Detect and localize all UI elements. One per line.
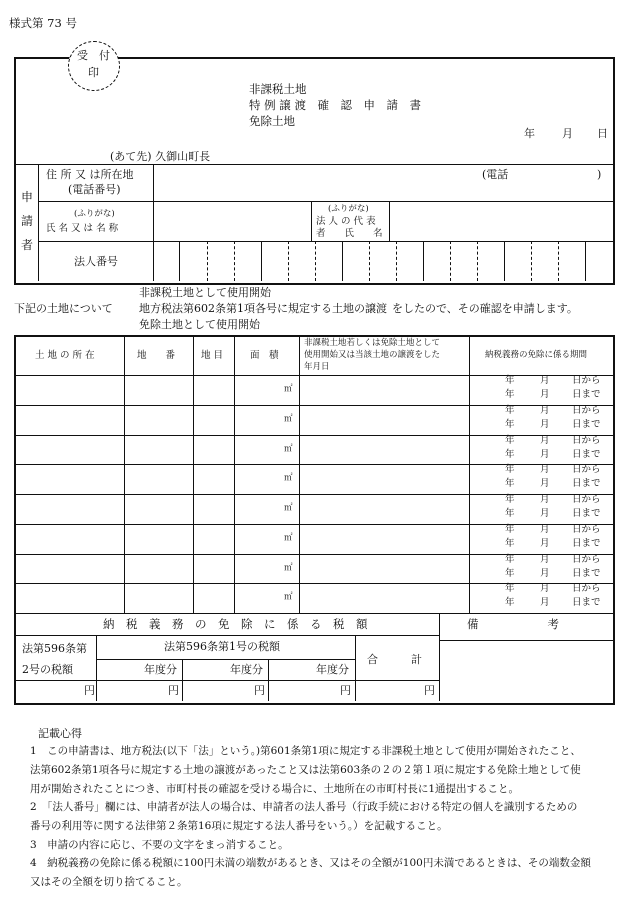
table-row[interactable] xyxy=(16,494,611,524)
area-unit: ㎡ xyxy=(284,473,293,484)
phone-close: ) xyxy=(597,168,602,181)
period-to-day: 日まで xyxy=(572,418,601,430)
applicant-label-2: 請 xyxy=(21,214,34,228)
header-location: 土 地 の 所 在 xyxy=(35,350,95,361)
note-line: 1 この申請書は、地方税法(以下「法」という。)第601条第1項に規定する非課税土地として使用が開始されたこと、 xyxy=(30,745,581,757)
rep-label-1: 法 人 の 代 表 xyxy=(316,216,376,227)
period-from-day: 日から xyxy=(572,404,601,416)
note-line: 番号の利用等に関する法律第２条第16項に規定する法人番号をいう。）を記載すること。 xyxy=(30,820,448,832)
period-to-month: 月 xyxy=(540,448,550,460)
note-line: 3 申請の内容に応じ、不要の文字をまっ消すること。 xyxy=(30,839,289,851)
area-unit: ㎡ xyxy=(284,503,293,513)
total-label: 合 計 xyxy=(367,653,422,666)
representative-field[interactable] xyxy=(391,203,611,240)
header-period: 納税義務の免除に係る期間 xyxy=(485,350,588,360)
address-field[interactable] xyxy=(155,166,611,200)
period-to-month: 月 xyxy=(540,478,550,490)
note-line: 法第602条第1項各号に規定する土地の譲渡があったこと又は法第603条の２の２第１項に規定する免除土地として使 xyxy=(30,764,581,776)
page-title: 特 例 譲 渡 確 認 申 請 書 xyxy=(249,98,421,112)
table-row[interactable] xyxy=(16,405,611,435)
period-from-month: 月 xyxy=(540,375,550,386)
period-to-month: 月 xyxy=(540,508,550,519)
notes-title: 記載心得 xyxy=(38,727,82,740)
period-from-month: 月 xyxy=(540,583,550,595)
art596-2-label-2: 2号の税額 xyxy=(22,663,73,676)
note-line: 4 納税義務の免除に係る税額に100円未満の端数があるとき、又はその全額が100円未満であるときは、その端数金額 xyxy=(30,857,591,869)
period-to-day: 日まで xyxy=(572,537,601,549)
statement-option-1: 非課税土地として使用開始 xyxy=(139,286,271,299)
reception-stamp xyxy=(68,41,120,91)
statement-suffix: をしたので、その確認を申請します。 xyxy=(392,302,578,315)
rep-label-2: 者 氏 名 xyxy=(316,228,383,239)
period-to-month: 月 xyxy=(540,597,550,609)
area-unit: ㎡ xyxy=(284,592,293,603)
date-month-label: 月 xyxy=(562,127,573,140)
tax-header: 納 税 義 務 の 免 除 に 係 る 税 額 xyxy=(103,617,368,631)
header-lot: 地 番 xyxy=(137,350,176,361)
stamp-text-1: 受 付 xyxy=(77,49,110,62)
date-year-label: 年 xyxy=(524,127,535,140)
period-from-year: 年 xyxy=(505,434,515,446)
period-from-month: 月 xyxy=(540,404,550,416)
form-number: 様式第 73 号 xyxy=(9,16,77,30)
header-date-3: 年月日 xyxy=(304,362,330,372)
name-furigana-label: (ふりがな) xyxy=(74,209,115,219)
addressee: (あて先) 久御山町長 xyxy=(110,150,211,163)
period-to-day: 日まで xyxy=(572,389,601,400)
period-to-day: 日まで xyxy=(572,597,601,609)
period-from-year: 年 xyxy=(505,523,515,535)
period-from-day: 日から xyxy=(572,553,601,565)
statement-option-3: 免除土地として使用開始 xyxy=(139,318,260,331)
area-unit: ㎡ xyxy=(284,384,293,394)
period-from-month: 月 xyxy=(540,523,550,535)
note-line: 又はその全額を切り捨てること。 xyxy=(30,876,188,888)
corp-number-label: 法人番号 xyxy=(74,255,118,268)
period-from-day: 日から xyxy=(572,523,601,535)
date-day-label: 日 xyxy=(597,127,608,140)
table-row[interactable] xyxy=(16,583,611,613)
table-row[interactable] xyxy=(16,524,611,554)
art596-1-label: 法第596条第1号の税額 xyxy=(164,640,280,653)
period-to-month: 月 xyxy=(540,389,550,400)
area-unit: ㎡ xyxy=(284,413,293,424)
area-unit: ㎡ xyxy=(284,443,293,454)
period-from-year: 年 xyxy=(505,583,515,595)
period-from-day: 日から xyxy=(572,375,601,386)
period-to-month: 月 xyxy=(540,567,550,579)
period-from-year: 年 xyxy=(505,553,515,565)
period-to-year: 年 xyxy=(505,567,515,579)
period-from-year: 年 xyxy=(505,404,515,416)
period-to-day: 日まで xyxy=(572,448,601,460)
period-from-day: 日から xyxy=(572,494,601,505)
year-portion-label-1: 年度分 xyxy=(144,663,177,676)
yen-unit-5: 円 xyxy=(424,684,435,697)
year-portion-label-2: 年度分 xyxy=(230,663,263,676)
yen-unit-1: 円 xyxy=(84,684,95,697)
art596-2-label-1: 法第596条第 xyxy=(22,642,87,655)
title-option-3: 免除土地 xyxy=(249,114,295,128)
statement-option-2: 地方税法第602条第1項各号に規定する土地の譲渡 xyxy=(139,302,387,315)
note-line: 用が開始されたことにつき、市町村長の確認を受ける場合に、土地所在の市町村長に1通提出すること。 xyxy=(30,783,520,795)
header-date-1: 非課税土地若しくは免除土地として xyxy=(304,338,441,348)
year-portion-label-3: 年度分 xyxy=(316,663,349,676)
period-to-year: 年 xyxy=(505,389,515,400)
phone-label: (電話 xyxy=(482,168,509,181)
name-label: 氏 名 又 は 名 称 xyxy=(46,223,119,234)
corp-number-field[interactable] xyxy=(155,243,611,280)
period-from-day: 日から xyxy=(572,583,601,595)
yen-unit-3: 円 xyxy=(254,684,265,697)
period-from-month: 月 xyxy=(540,464,550,476)
yen-unit-4: 円 xyxy=(340,684,351,697)
header-category: 地 目 xyxy=(201,350,224,361)
period-from-month: 月 xyxy=(540,434,550,446)
period-to-day: 日まで xyxy=(572,567,601,579)
period-to-month: 月 xyxy=(540,537,550,549)
table-row[interactable] xyxy=(16,375,611,405)
period-to-year: 年 xyxy=(505,478,515,490)
period-to-month: 月 xyxy=(540,418,550,430)
table-row[interactable] xyxy=(16,464,611,494)
title-option-1: 非課税土地 xyxy=(249,82,307,96)
period-to-year: 年 xyxy=(505,597,515,609)
period-from-day: 日から xyxy=(572,464,601,476)
note-line: 2 「法人番号」欄には、申請者が法人の場合は、申請者の法人番号（行政手続における特定の個人を識別するための xyxy=(30,801,578,813)
table-row[interactable] xyxy=(16,435,611,465)
period-from-day: 日から xyxy=(572,434,601,446)
name-field[interactable] xyxy=(155,203,309,240)
period-to-year: 年 xyxy=(505,448,515,460)
rep-furigana-label: (ふりがな) xyxy=(328,204,369,214)
period-to-year: 年 xyxy=(505,537,515,549)
remarks-label: 備 考 xyxy=(467,617,559,631)
area-unit: ㎡ xyxy=(284,532,293,543)
period-from-year: 年 xyxy=(505,464,515,476)
stamp-text-2: 印 xyxy=(88,66,99,79)
header-date-2: 使用開始又は当該土地の譲渡をした xyxy=(304,350,441,360)
area-unit: ㎡ xyxy=(284,562,293,573)
table-row[interactable] xyxy=(16,554,611,584)
statement-prefix: 下記の土地について xyxy=(14,302,113,315)
period-to-day: 日まで xyxy=(572,508,601,519)
address-sublabel: (電話番号) xyxy=(68,183,121,196)
address-label: 住 所 又 は所在地 xyxy=(46,168,134,181)
period-from-month: 月 xyxy=(540,553,550,565)
remarks-field[interactable] xyxy=(441,642,611,700)
yen-unit-2: 円 xyxy=(168,684,179,697)
header-area: 面 積 xyxy=(250,350,279,361)
period-from-month: 月 xyxy=(540,494,550,505)
period-from-year: 年 xyxy=(505,375,515,386)
applicant-label-1: 申 xyxy=(21,190,34,204)
period-to-year: 年 xyxy=(505,418,515,430)
period-from-year: 年 xyxy=(505,494,515,505)
period-to-year: 年 xyxy=(505,508,515,519)
period-to-day: 日まで xyxy=(572,478,601,490)
applicant-label-3: 者 xyxy=(21,238,34,252)
